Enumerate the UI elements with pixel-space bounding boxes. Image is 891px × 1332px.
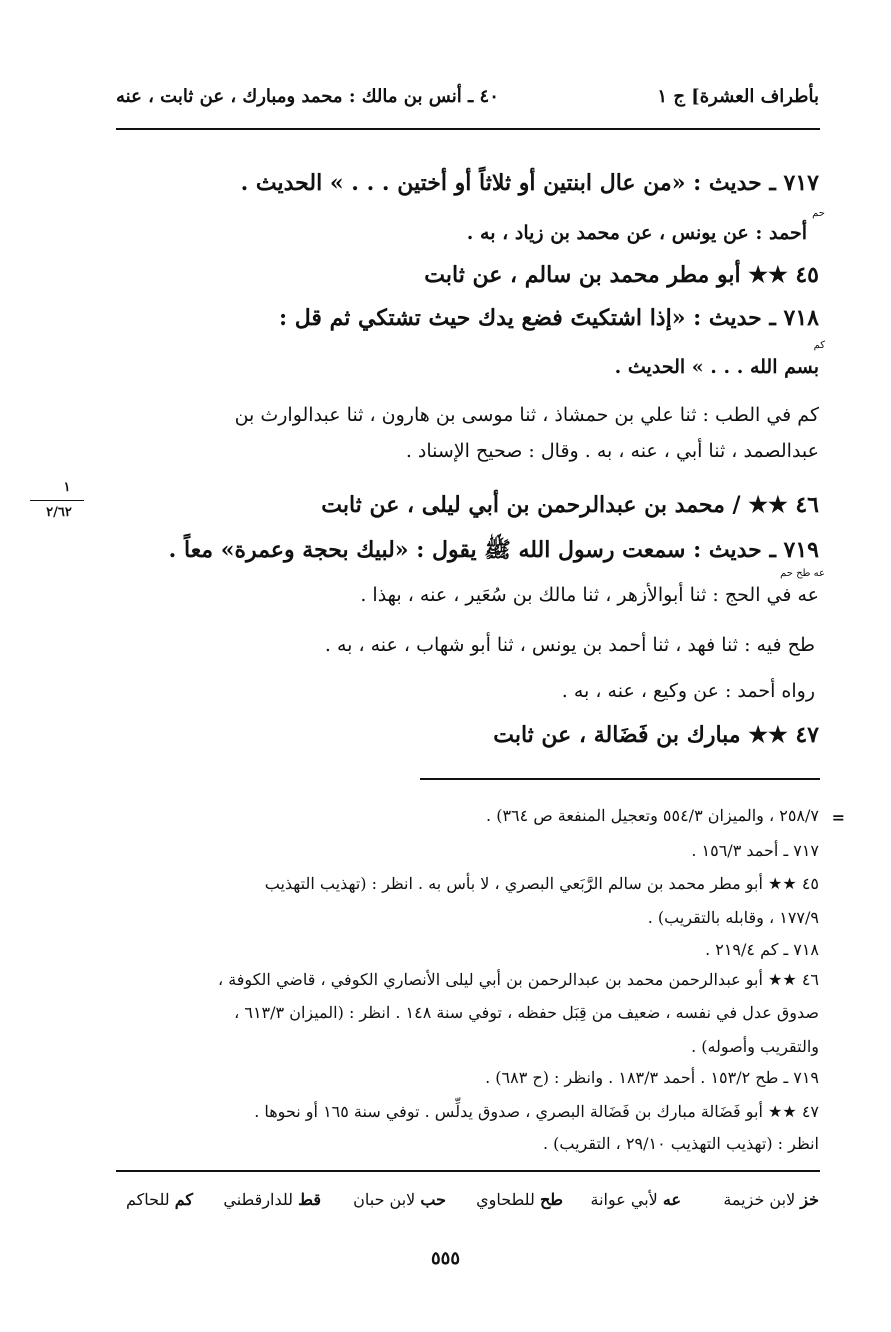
legend-rule bbox=[116, 1170, 820, 1172]
hadith-719: ٧١٩ ـ حديث : سمعت رسول الله ﷺ يقول : «لبيك بحجة وعمرة» معاً . bbox=[168, 537, 819, 563]
legend-label: لأبي عوانة bbox=[590, 1190, 658, 1209]
legend-item-khz bbox=[723, 1190, 819, 1209]
narrator-46: ٤٦ ★★ / محمد بن عبدالرحمن بن أبي ليلى ، عن ثابت bbox=[321, 492, 819, 518]
chain-718-a: كم في الطب : ثنا علي بن حمشاذ ، ثنا موسى بن هارون ، ثنا عبدالوارث بن bbox=[234, 404, 819, 426]
running-header-title: بأطراف العشرة] ج ١ bbox=[657, 86, 819, 107]
chain-719-b: طح فيه : ثنا فهد ، ثنا أحمد بن يونس ، ثنا أبو شهاب ، عنه ، به . bbox=[324, 634, 815, 656]
siglum-km: كم bbox=[813, 340, 825, 351]
footnote-1: ٢٥٨/٧ ، والميزان ٥٥٤/٣ وتعجيل المنفعة ص ٣٦٤) . bbox=[486, 806, 819, 825]
siglum-eh-th-hm: عه طح حم bbox=[780, 568, 825, 579]
footnote-2: ٧١٧ ـ أحمد ١٥٦/٣ . bbox=[691, 841, 819, 860]
footnote-6: ٤٦ ★★ أبو عبدالرحمن محمد بن عبدالرحمن بن أبي ليلى الأنصاري الكوفي ، قاضي الكوفة ، bbox=[217, 970, 819, 989]
legend-item-th bbox=[476, 1190, 563, 1209]
footnote-10: ٤٧ ★★ أبو فَضَالة مبارك بن فَضَالة البصري ، صدوق يدلِّس . توفي سنة ١٦٥ أو نحوها . bbox=[254, 1102, 819, 1121]
legend-item-eh bbox=[590, 1190, 681, 1209]
legend-code: خز bbox=[800, 1190, 819, 1209]
hadith-718: ٧١٨ ـ حديث : «إذا اشتكيتَ فضع يدك حيث تشتكي ثم قل : bbox=[278, 305, 819, 331]
legend-code: كم bbox=[174, 1190, 193, 1209]
legend-label: لابن حبان bbox=[353, 1190, 416, 1209]
legend-label: للحاكم bbox=[126, 1190, 170, 1209]
footnote-8: والتقريب وأصوله) . bbox=[691, 1037, 819, 1056]
legend-label: للدارقطني bbox=[223, 1190, 294, 1209]
page-number: ٥٥٥ bbox=[430, 1248, 460, 1269]
footnote-7: صدوق عدل في نفسه ، ضعيف من قِبَل حفظه ، توفي سنة ١٤٨ . انظر : (الميزان ٦١٣/٣ ، bbox=[234, 1003, 819, 1022]
chain-717: أحمد : عن يونس ، عن محمد بن زياد ، به . bbox=[466, 222, 807, 244]
running-header-section: ٤٠ ـ أنس بن مالك : محمد ومبارك ، عن ثابت ، عنه bbox=[116, 86, 499, 107]
siglum-hm: حم bbox=[812, 208, 825, 219]
chain-719-a: عه في الحج : ثنا أبوالأزهر ، ثنا مالك بن سُعَير ، عنه ، بهذا . bbox=[360, 584, 819, 606]
chain-719-c: رواه أحمد : عن وكيع ، عنه ، به . bbox=[561, 680, 815, 702]
narrator-47: ٤٧ ★★ مبارك بن فَضَالة ، عن ثابت bbox=[493, 722, 819, 748]
hadith-717: ٧١٧ ـ حديث : «من عال ابنتين أو ثلاثاً أو أختين . . . » الحديث . bbox=[240, 170, 819, 196]
footnote-rule bbox=[420, 778, 820, 780]
hadith-718-cont: بسم الله . . . » الحديث . bbox=[614, 356, 819, 378]
legend-item-hb bbox=[353, 1190, 446, 1209]
legend-item-km bbox=[126, 1190, 193, 1209]
legend-label: لابن خزيمة bbox=[723, 1190, 796, 1209]
chain-718-b: عبدالصمد ، ثنا أبي ، عنه ، به . وقال : صحيح الإسناد . bbox=[405, 440, 819, 462]
footnote-3: ٤٥ ★★ أبو مطر محمد بن سالم الرَّبَعي البصري ، لا بأس به . انظر : (تهذيب التهذيب bbox=[264, 874, 819, 893]
legend-code: طح bbox=[539, 1190, 563, 1209]
header-rule bbox=[116, 128, 820, 130]
margin-note-rule bbox=[30, 500, 84, 501]
footnote-5: ٧١٨ ـ كم ٢١٩/٤ . bbox=[705, 940, 819, 959]
narrator-45: ٤٥ ★★ أبو مطر محمد بن سالم ، عن ثابت bbox=[424, 262, 819, 288]
footnote-4: ١٧٧/٩ ، وقابله بالتقريب) . bbox=[647, 908, 819, 927]
legend-item-qt bbox=[223, 1190, 321, 1209]
footnote-continuation-mark: = bbox=[831, 808, 845, 827]
margin-note-top: ١ bbox=[63, 480, 71, 495]
legend-label: للطحاوي bbox=[476, 1190, 535, 1209]
legend-code: حب bbox=[420, 1190, 446, 1209]
margin-note-bottom: ٢/٦٢ bbox=[46, 505, 72, 520]
legend-code: عه bbox=[662, 1190, 681, 1209]
legend-code: قط bbox=[298, 1190, 321, 1209]
footnote-11: انظر : (تهذيب التهذيب ٢٩/١٠ ، التقريب) . bbox=[542, 1134, 819, 1153]
footnote-9: ٧١٩ ـ طح ١٥٣/٢ . أحمد ١٨٣/٣ . وانظر : (ح ٦٨٣) . bbox=[485, 1068, 819, 1087]
